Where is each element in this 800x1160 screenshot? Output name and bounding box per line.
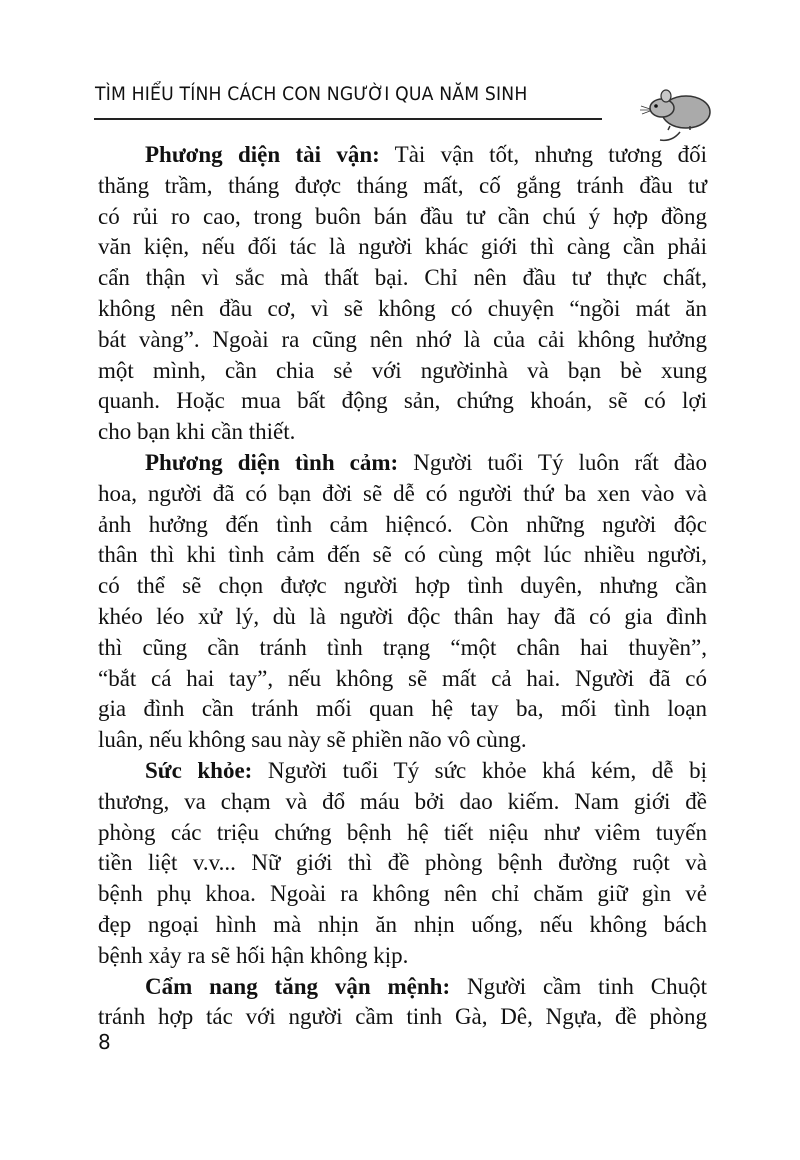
text-line xyxy=(98,417,707,448)
line-text: thân thì khi tình cảm đến sẽ có cùng một lúc nhiều người, xyxy=(98,542,707,568)
text-line xyxy=(98,571,707,602)
line-text: tránh hợp tác với người cầm tinh Gà, Dê, Ngựa, đề phòng xyxy=(98,1004,707,1030)
line-text: Người tuổi Tý sức khỏe khá kém, dễ bị xyxy=(252,757,707,783)
line-text: “bắt cá hai tay”, nếu không sẽ mất cả hai. Người đã có xyxy=(98,665,707,691)
text-line xyxy=(98,356,707,387)
line-text: hoa, người đã có bạn đời sẽ dễ có người thứ ba xen vào và xyxy=(98,480,707,506)
paragraph xyxy=(98,448,707,756)
text-line xyxy=(98,941,707,972)
text-line xyxy=(98,232,707,263)
text-line xyxy=(98,540,707,571)
line-text: thì cũng cần tránh tình trạng “một chân hai thuyền”, xyxy=(98,634,707,660)
page-number: 8 xyxy=(98,1030,111,1054)
line-text: thăng trầm, tháng được tháng mất, cố gắng tránh đầu tư xyxy=(98,172,707,198)
text-line xyxy=(98,725,707,756)
line-text: khéo léo xử lý, dù là người độc thân hay đã có gia đình xyxy=(98,603,707,629)
text-line xyxy=(98,1002,707,1033)
text-line xyxy=(98,972,707,1003)
line-text: Người cầm tinh Chuột xyxy=(450,973,707,999)
line-text: đẹp ngoại hình mà nhịn ăn nhịn uống, nếu không bách xyxy=(98,911,707,937)
line-text: có thể sẽ chọn được người hợp tình duyên, nhưng cần xyxy=(98,573,707,599)
paragraph xyxy=(98,756,707,972)
header-divider xyxy=(94,118,602,120)
paragraph-heading: Phương diện tình cảm: xyxy=(145,449,399,475)
text-line xyxy=(98,879,707,910)
line-text: thương, va chạm và đổ máu bởi dao kiếm. Nam giới đề xyxy=(98,788,707,814)
text-line xyxy=(98,664,707,695)
header-title: TÌM HIỂU TÍNH CÁCH CON NGƯỜI QUA NĂM SINH xyxy=(95,84,528,105)
text-line xyxy=(98,633,707,664)
line-text: phòng các triệu chứng bệnh hệ tiết niệu như viêm tuyến xyxy=(98,819,707,845)
text-line xyxy=(98,263,707,294)
text-line xyxy=(98,171,707,202)
line-text: văn kiện, nếu đối tác là người khác giới thì càng cần phải xyxy=(98,234,707,260)
line-text: bệnh xảy ra sẽ hối hận không kịp. xyxy=(98,942,409,968)
text-line xyxy=(98,756,707,787)
text-line xyxy=(98,818,707,849)
paragraph-heading: Sức khỏe: xyxy=(145,757,253,783)
line-text: quanh. Hoặc mua bất động sản, chứng khoán, sẽ có lợi xyxy=(98,388,707,414)
line-text: không nên đầu cơ, vì sẽ không có chuyện “ngồi mát ăn xyxy=(98,295,707,321)
text-line xyxy=(98,602,707,633)
line-text: cho bạn khi cần thiết. xyxy=(98,419,296,445)
paragraph xyxy=(98,972,707,1034)
line-text: gia đình cần tránh mối quan hệ tay ba, mối tình loạn xyxy=(98,696,707,722)
line-text: luân, nếu không sau này sẽ phiền não vô cùng. xyxy=(98,727,527,753)
line-text: ảnh hưởng đến tình cảm hiệncó. Còn những người độc xyxy=(98,511,707,537)
text-line xyxy=(98,694,707,725)
line-text: một mình, cần chia sẻ với ngườinhà và bạn bè xung xyxy=(98,357,707,383)
text-line xyxy=(98,202,707,233)
text-line xyxy=(98,140,707,171)
text-line xyxy=(98,386,707,417)
text-line xyxy=(98,787,707,818)
text-line xyxy=(98,325,707,356)
mouse-icon xyxy=(640,82,714,142)
line-text: Người tuổi Tý luôn rất đào xyxy=(398,449,708,475)
line-text: có rủi ro cao, trong buôn bán đầu tư cần chú ý hợp đồng xyxy=(98,203,707,229)
line-text: cẩn thận vì sắc mà thất bại. Chỉ nên đầu tư thực chất, xyxy=(98,265,707,291)
line-text: Tài vận tốt, nhưng tương đối xyxy=(379,142,707,167)
text-line xyxy=(98,479,707,510)
line-text: tiền liệt v.v... Nữ giới thì đề phòng bệnh đường ruột và xyxy=(98,850,707,876)
line-text: bệnh phụ khoa. Ngoài ra không nên chỉ chăm giữ gìn vẻ xyxy=(98,881,707,907)
text-line xyxy=(98,294,707,325)
text-line xyxy=(98,910,707,941)
paragraph-heading: Cẩm nang tăng vận mệnh: xyxy=(145,973,451,999)
paragraph xyxy=(98,140,707,448)
paragraph-heading: Phương diện tài vận: xyxy=(145,142,380,167)
line-text: bát vàng”. Ngoài ra cũng nên nhớ là của cải không hưởng xyxy=(98,326,707,352)
text-line xyxy=(98,448,707,479)
body-text xyxy=(98,140,707,1033)
text-line xyxy=(98,510,707,541)
text-line xyxy=(98,848,707,879)
